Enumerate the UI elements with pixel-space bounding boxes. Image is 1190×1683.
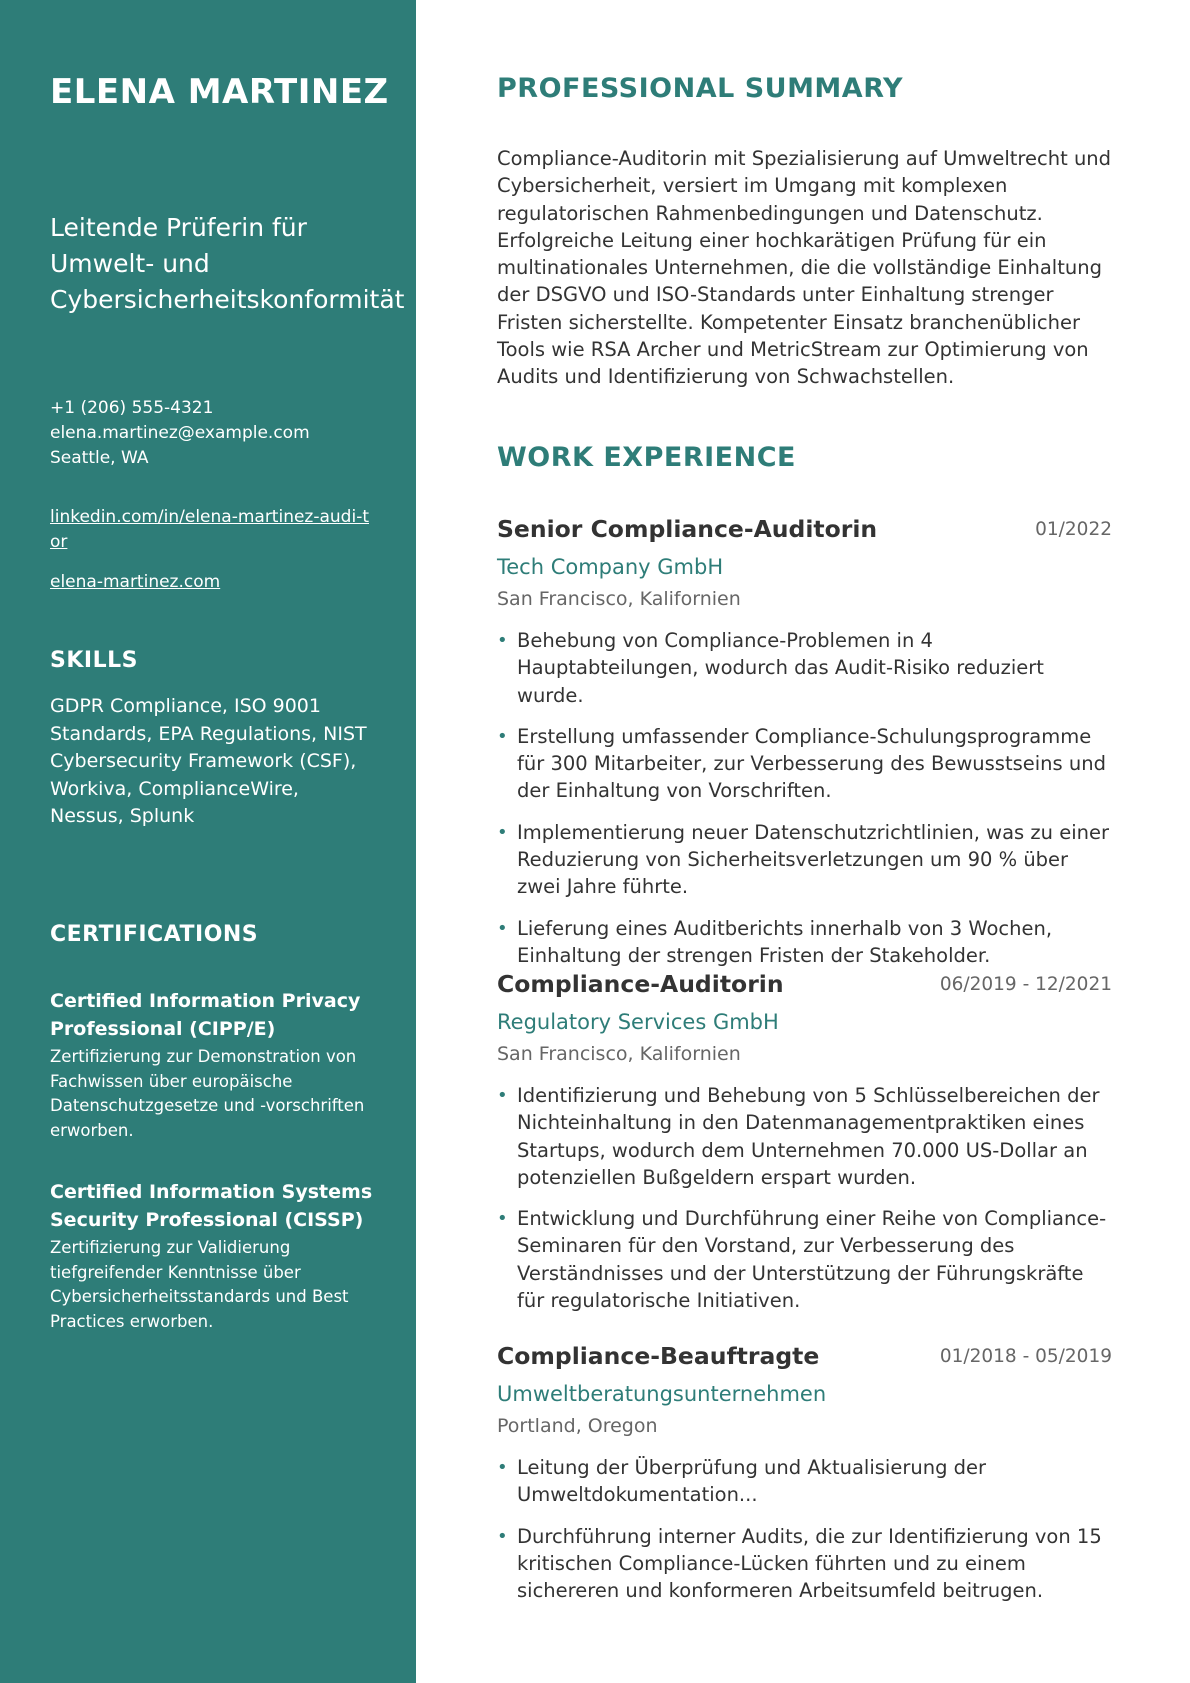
- job-date: 06/2019 - 12/2021: [939, 974, 1112, 995]
- job-bullet: • Lieferung eines Auditberichts innerhalb von 3 Wochen, Einhaltung der strengen Fristen der Stakeholder.: [497, 915, 1112, 970]
- job-bullet: • Entwicklung und Durchführung einer Reihe von Compliance-Seminaren für den Vorstand, zur Verbesserung des Verständnisses und der Unterstützung der Führungskräfte für regulatorische Initiativen.: [497, 1205, 1112, 1314]
- job-company: Umweltberatungsunternehmen: [497, 1382, 827, 1406]
- job-location: Portland, Oregon: [497, 1415, 658, 1437]
- summary-heading: PROFESSIONAL SUMMARY: [497, 73, 904, 104]
- job-title: Compliance-Beauftragte: [497, 1342, 820, 1370]
- candidate-headline: Leitende Prüferin für Umwelt- und Cybersicherheitskonformität: [50, 213, 405, 314]
- job-bullets: [497, 627, 1112, 969]
- job-bullets: [497, 1082, 1112, 1314]
- job-bullet: • Implementierung neuer Datenschutzrichtlinien, was zu einer Reduzierung von Sicherheitsverletzungen um 90 % über zwei Jahre führte.: [497, 819, 1112, 901]
- job-bullet: • Leitung der Überprüfung und Aktualisierung der Umweltdokumentation...: [497, 1454, 1112, 1509]
- sidebar: [0, 0, 416, 1683]
- skills-list: GDPR Compliance, ISO 9001 Standards, EPA Regulations, NIST Cybersecurity Framework (CSF), Workiva, ComplianceWire, Nessus, Splunk: [50, 695, 367, 827]
- certification-title: Certified Information Privacy Professional (CIPP/E): [50, 990, 361, 1040]
- summary-text: Compliance-Auditorin mit Spezialisierung auf Umweltrecht und Cybersicherheit, versiert im Umgang mit komplexen regulatorischen Rahmenbedingungen und Datenschutz. Erfolgreiche Leitung einer hochkarätigen Prüfung für ein multinationales Unternehmen, die die vollständige Einhaltung der DSGVO und ISO-Standards unter Einhaltung strenger Fristen sicherstellte. Kompetenter Einsatz branchenüblicher Tools wie RSA Archer und MetricStream zur Optimierung von Audits und Identifizierung von Schwachstellen.: [497, 147, 1112, 389]
- contact-block: [50, 396, 310, 471]
- job-location: San Francisco, Kalifornien: [497, 1043, 741, 1065]
- job-entry: [497, 970, 1112, 1328]
- job-entry: [497, 1342, 1112, 1618]
- linkedin-link[interactable]: linkedin.com/in/elena-martinez-audi-tor: [50, 507, 369, 552]
- job-bullet: • Identifizierung und Behebung von 5 Schlüsselbereichen der Nichteinhaltung in den Datenmanagementpraktiken eines Startups, wodurch dem Unternehmen 70.000 US-Dollar an potenziellen Bußgeldern erspart wurden.: [497, 1082, 1112, 1191]
- skills-heading: SKILLS: [50, 648, 138, 673]
- job-header: [497, 970, 1112, 1006]
- certification-description: Zertifizierung zur Validierung tiefgreifender Kenntnisse über Cybersicherheitsstandards und Best Practices erworben.: [50, 1238, 349, 1331]
- job-company: Tech Company GmbH: [497, 555, 724, 579]
- job-title: Senior Compliance-Auditorin: [497, 515, 878, 543]
- job-bullet: • Durchführung interner Audits, die zur Identifizierung von 15 kritischen Compliance-Lücken führten und zu einem sichereren und konformeren Arbeitsumfeld beitrugen.: [497, 1523, 1112, 1605]
- job-bullet: • Behebung von Compliance-Problemen in 4 Hauptabteilungen, wodurch das Audit-Risiko reduziert wurde.: [497, 627, 1112, 709]
- job-date: 01/2022: [1035, 519, 1112, 540]
- certification-item: [50, 988, 380, 1143]
- certification-description: Zertifizierung zur Demonstration von Fachwissen über europäische Datenschutzgesetze und -vorschriften erworben.: [50, 1047, 365, 1140]
- certification-title: Certified Information Systems Security Professional (CISSP): [50, 1181, 373, 1231]
- work-experience-heading: WORK EXPERIENCE: [497, 442, 796, 473]
- job-bullet: • Erstellung umfassender Compliance-Schulungsprogramme für 300 Mitarbeiter, zur Verbesserung des Bewusstseins und der Einhaltung von Vorschriften.: [497, 723, 1112, 805]
- job-header: [497, 1342, 1112, 1378]
- job-entry: [497, 515, 1112, 983]
- certification-item: [50, 1179, 380, 1334]
- job-title: Compliance-Auditorin: [497, 970, 784, 998]
- candidate-name: ELENA MARTINEZ: [50, 72, 389, 112]
- job-date: 01/2018 - 05/2019: [939, 1346, 1112, 1367]
- job-location: San Francisco, Kalifornien: [497, 588, 741, 610]
- job-header: [497, 515, 1112, 551]
- job-company: Regulatory Services GmbH: [497, 1010, 779, 1034]
- certifications-heading: CERTIFICATIONS: [50, 922, 259, 947]
- job-bullets: [497, 1454, 1112, 1604]
- main-content: [497, 0, 1112, 1683]
- website-link[interactable]: elena-martinez.com: [50, 572, 221, 592]
- location: Seattle, WA: [50, 448, 149, 468]
- phone-number: +1 (206) 555-4321: [50, 398, 214, 418]
- email-address: elena.martinez@example.com: [50, 423, 310, 443]
